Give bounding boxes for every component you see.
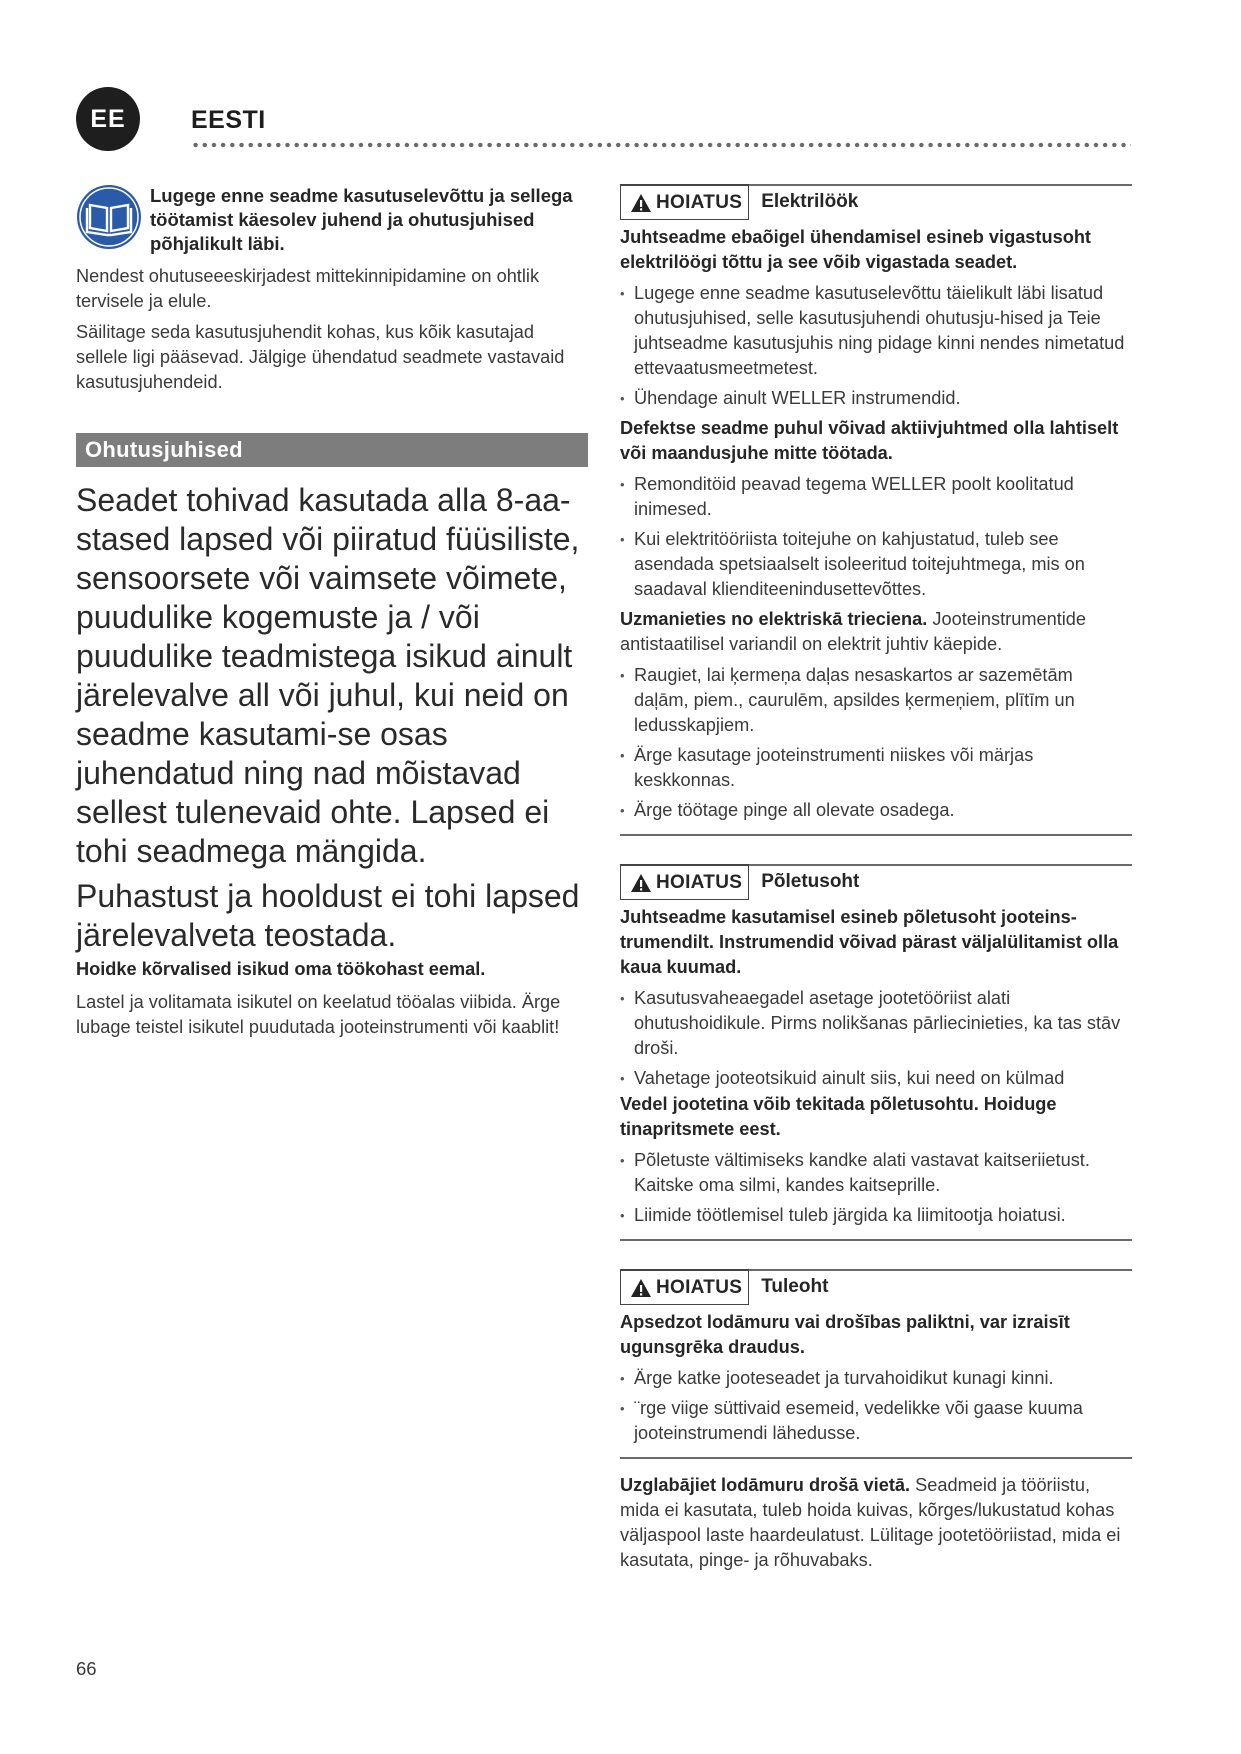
page-number: 66 [76, 1658, 97, 1679]
list-item: • Lugege enne seadme kasutuselevõttu täielikult läbi lisatud ohutusjuhised, selle kasutusjuhendi ohutusju-hised ja Teie juhtseadme kasutusjuhis ning pidage kinni nendes nimetatud ettevaatusmeetmetest. [620, 281, 1132, 381]
warning-triangle-icon [630, 193, 652, 213]
warning-header [620, 184, 1132, 220]
warning-bold-text: Apsedzot lodāmuru vai drošības paliktni, var izraisīt ugunsgrēka draudus. [620, 1312, 1070, 1357]
warning-label [620, 1269, 749, 1305]
warning-box-electric [620, 184, 1132, 836]
bold-statement: Hoidke kõrvalised isikud oma töökohast eemal. [76, 959, 486, 979]
intro-block [76, 184, 588, 256]
bullet-list [620, 1148, 1132, 1228]
paragraph: Nendest ohutuseeeskirjadest mittekinnipidamine on ohtlik tervisele ja elule. [76, 266, 540, 311]
list-item: • Kui elektritööriista toitejuhe on kahjustatud, tuleb see asendada spetsiaalselt isoleeritud toitejuhtmega, mis on saadaval klienditeenindusettevõttes. [620, 527, 1132, 602]
bullet-list [620, 472, 1132, 602]
mixed-rest: Jooteinstrumentide antistaatilisel variandil on elektrit juhtiv käepide. [620, 609, 1087, 654]
large-warning-text: Seadet tohivad kasutada alla 8-aa-stased lapsed või piiratud füüsiliste, sensoorsete või vaimsete võimete, puudulike kogemuste ja / või puudulike teadmistega isikud ainult järelevalve all või juhul, kui neid on seadme kasutami-se osas juhendatud ning nad mõistavad sellest tulenevaid ohte. Lapsed ei tohi seadmega mängida. [76, 482, 580, 869]
warning-bold-text: Defektse seadme puhul võivad aktiivjuhtmed olla lahtiselt või maandusjuhe mitte töötada. [620, 418, 1119, 463]
warning-label-text: HOIATUS [656, 191, 743, 213]
final-bold: Uzglabājiet lodāmuru drošā vietā. [620, 1475, 911, 1495]
warning-label [620, 864, 749, 900]
list-item: • ¨rge viige süttivaid esemeid, vedelikke või gaase kuuma jooteinstrumendi lähedusse. [620, 1396, 1132, 1446]
warning-label-text: HOIATUS [656, 1276, 743, 1298]
list-item: • Ärge katke jooteseadet ja turvahoidikut kunagi kinni. [620, 1366, 1132, 1391]
bullet-list [620, 1366, 1132, 1446]
list-item: • Ärge kasutage jooteinstrumenti niiskes või märjas keskkonnas. [620, 743, 1132, 793]
bullet-list [620, 986, 1132, 1091]
warning-box-burn [620, 864, 1132, 1241]
warning-title: Elektrilöök [761, 191, 859, 212]
section-title: Ohutusjuhised [76, 433, 588, 467]
list-item: • Raugiet, lai ķermeņa daļas nesaskartos ar sazemētām daļām, piem., caurulēm, apsildes ķermeņiem, plītīm un ledusskapjiem. [620, 663, 1132, 738]
manual-book-icon [76, 184, 142, 250]
warning-triangle-icon [630, 873, 652, 893]
list-item: • Ühendage ainult WELLER instrumendid. [620, 386, 1132, 411]
dotted-divider [191, 141, 1131, 149]
warning-label-text: HOIATUS [656, 871, 743, 893]
paragraph: Säilitage seda kasutusjuhendit kohas, kus kõik kasutajad sellele ligi pääsevad. Jälgige ühendatud seadmete vastavaid kasutusjuhendeid. [76, 322, 565, 392]
list-item: • Remonditöid peavad tegema WELLER poolt koolitatud inimesed. [620, 472, 1132, 522]
warning-bold-text: Juhtseadme ebaõigel ühendamisel esineb vigastusoht elektrilöögi tõttu ja see võib vigastada seadet. [620, 227, 1091, 272]
warning-title: Tuleoht [761, 1276, 829, 1297]
bullet-list [620, 663, 1132, 823]
warning-header [620, 1269, 1132, 1305]
intro-bold-text: Lugege enne seadme kasutuselevõttu ja sellega töötamist käesolev juhend ja ohutusjuhised põhjalikult läbi. [150, 185, 573, 254]
left-column [76, 184, 588, 1040]
language-title: EESTI [191, 106, 266, 134]
warning-bold-text: Juhtseadme kasutamisel esineb põletusoht jooteins-trumendilt. Instrumendid võivad pärast väljalülitamist olla kaua kuumad. [620, 907, 1119, 977]
warning-bold-text: Vedel jootetina võib tekitada põletusohtu. Hoiduge tinapritsmete eest. [620, 1094, 1057, 1139]
list-item: • Liimide töötlemisel tuleb järgida ka liimitootja hoiatusi. [620, 1203, 1132, 1228]
warning-box-fire [620, 1269, 1132, 1459]
mixed-paragraph [620, 607, 1132, 657]
mixed-bold: Uzmanieties no elektriskā trieciena. [620, 609, 928, 629]
right-column [620, 184, 1132, 1573]
list-item: • Ärge töötage pinge all olevate osadega. [620, 798, 1132, 823]
large-warning-text: Puhastust ja hooldust ei tohi lapsed järelevalveta teostada. [76, 878, 580, 953]
warning-triangle-icon [630, 1278, 652, 1298]
language-badge: EE [76, 87, 140, 151]
bullet-list [620, 281, 1132, 411]
list-item: • Vahetage jooteotsikuid ainult siis, kui need on külmad [620, 1066, 1132, 1091]
paragraph: Lastel ja volitamata isikutel on keelatud tööalas viibida. Ärge lubage teistel isikutel puudutada jooteinstrumenti või kaablit! [76, 992, 561, 1037]
warning-header [620, 864, 1132, 900]
final-rest: Seadmeid ja tööriistu, mida ei kasutata, tuleb hoida kuivas, kõrges/lukustatud kohas väljaspool laste haardeulatust. Lülitage jootetööriistad, mida ei kasutata, pinge- ja rõhuvabaks. [620, 1475, 1121, 1570]
list-item: • Põletuste vältimiseks kandke alati vastavat kaitseriietust. Kaitske oma silmi, kandes kaitseprille. [620, 1148, 1132, 1198]
list-item: • Kasutusvaheaegadel asetage jootetööriist alati ohutushoidikule. Pirms nolikšanas pārliecinieties, ka tas stāv droši. [620, 986, 1132, 1061]
warning-label [620, 184, 749, 220]
warning-title: Põletusoht [761, 871, 860, 892]
final-paragraph [620, 1473, 1132, 1573]
